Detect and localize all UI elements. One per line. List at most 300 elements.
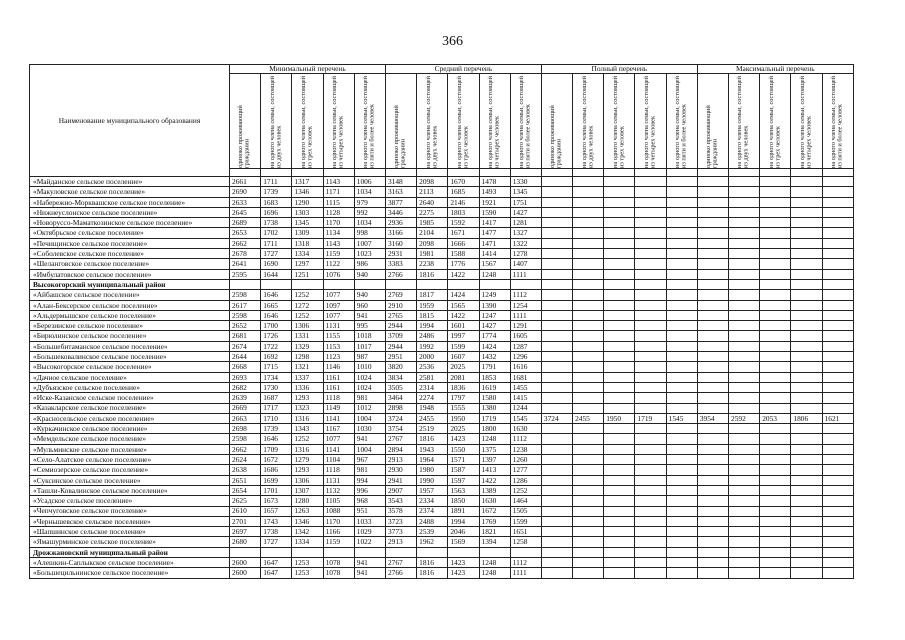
sub-column-header — [230, 74, 261, 169]
value-cell — [822, 455, 853, 465]
value-cell — [604, 455, 635, 465]
value-cell: 1303 — [292, 207, 323, 217]
value-cell: 1380 — [479, 403, 510, 413]
value-cell — [635, 465, 666, 475]
value-cell — [760, 290, 791, 300]
value-cell: 2913 — [385, 537, 416, 547]
value-cell: 1018 — [354, 331, 385, 341]
value-cell — [666, 187, 697, 197]
value-cell — [729, 372, 760, 382]
value-cell: 2600 — [230, 557, 261, 567]
value-cell: 979 — [354, 197, 385, 207]
value-cell: 1665 — [261, 300, 292, 310]
value-cell — [729, 259, 760, 269]
value-cell — [729, 290, 760, 300]
value-cell: 2146 — [448, 197, 479, 207]
table-row — [30, 362, 854, 372]
value-cell: 1159 — [323, 249, 354, 259]
value-cell: 1141 — [323, 444, 354, 454]
settlement-name: «Айбашское сельское поселение» — [30, 290, 230, 300]
value-cell: 2907 — [385, 485, 416, 495]
value-cell — [604, 496, 635, 506]
table-row — [30, 372, 854, 382]
value-cell — [635, 228, 666, 238]
value-cell — [791, 177, 822, 187]
value-cell: 1078 — [323, 557, 354, 567]
value-cell: 1252 — [510, 485, 541, 495]
value-cell: 1171 — [323, 187, 354, 197]
value-cell: 1155 — [323, 331, 354, 341]
table-row — [30, 249, 854, 259]
group-header: Средний перечень — [385, 65, 541, 74]
value-cell: 2652 — [230, 321, 261, 331]
value-cell: 1336 — [292, 382, 323, 392]
settlement-name: «Набережно-Морквашское сельское поселение» — [30, 197, 230, 207]
value-cell — [791, 506, 822, 516]
settlement-name: «Макуловское сельское поселение» — [30, 187, 230, 197]
value-cell: 1322 — [510, 238, 541, 248]
table-row — [30, 413, 854, 423]
value-cell — [822, 197, 853, 207]
value-cell — [573, 434, 604, 444]
value-cell — [573, 249, 604, 259]
value-cell: 3724 — [385, 413, 416, 423]
value-cell: 1950 — [448, 413, 479, 423]
value-cell: 1122 — [323, 259, 354, 269]
value-cell: 995 — [354, 321, 385, 331]
value-cell — [760, 249, 791, 259]
value-cell: 2113 — [417, 187, 448, 197]
value-cell: 2053 — [760, 413, 791, 423]
value-cell — [729, 331, 760, 341]
value-cell — [604, 568, 635, 578]
value-cell: 3773 — [385, 527, 416, 537]
value-cell: 1672 — [479, 506, 510, 516]
value-cell: 1247 — [479, 310, 510, 320]
value-cell — [635, 300, 666, 310]
value-cell: 1394 — [479, 537, 510, 547]
value-cell: 1709 — [261, 444, 292, 454]
sub-column-header — [354, 74, 385, 169]
value-cell — [729, 362, 760, 372]
value-cell — [697, 557, 728, 567]
value-cell: 2536 — [417, 362, 448, 372]
value-cell: 2701 — [230, 516, 261, 526]
value-cell — [573, 177, 604, 187]
value-cell: 1141 — [323, 413, 354, 423]
value-cell: 3446 — [385, 207, 416, 217]
value-cell: 1957 — [417, 485, 448, 495]
value-cell: 1816 — [417, 557, 448, 567]
value-cell: 1985 — [417, 218, 448, 228]
value-cell: 1590 — [479, 207, 510, 217]
header-spacer-cell — [479, 169, 510, 177]
value-cell: 1601 — [448, 321, 479, 331]
value-cell: 2944 — [385, 341, 416, 351]
value-cell: 1994 — [417, 321, 448, 331]
table-row — [30, 218, 854, 228]
value-cell — [541, 557, 572, 567]
header-spacer-cell — [448, 169, 479, 177]
value-cell — [635, 187, 666, 197]
value-cell — [541, 403, 572, 413]
value-cell: 1111 — [510, 568, 541, 578]
value-cell — [604, 279, 635, 289]
value-cell — [791, 187, 822, 197]
value-cell: 1111 — [510, 310, 541, 320]
sub-column-header — [666, 74, 697, 169]
settlement-name: «Суксинское сельское поселение» — [30, 475, 230, 485]
value-cell: 2600 — [230, 568, 261, 578]
value-cell: 1738 — [261, 527, 292, 537]
value-cell — [697, 465, 728, 475]
value-cell — [573, 197, 604, 207]
sub-column-header-text: на одного члена семьи, состоящей из пяти и более человек — [362, 76, 376, 168]
value-cell — [697, 279, 728, 289]
value-cell — [729, 516, 760, 526]
value-cell — [604, 506, 635, 516]
settlement-name: «Печищинское сельское поселение» — [30, 238, 230, 248]
value-cell: 3160 — [385, 238, 416, 248]
value-cell — [635, 249, 666, 259]
value-cell — [697, 382, 728, 392]
value-cell — [292, 547, 323, 557]
value-cell — [760, 300, 791, 310]
value-cell — [697, 218, 728, 228]
value-cell — [760, 362, 791, 372]
value-cell: 996 — [354, 485, 385, 495]
value-cell — [822, 207, 853, 217]
table-row — [30, 527, 854, 537]
value-cell: 1112 — [510, 434, 541, 444]
value-cell — [666, 475, 697, 485]
sub-column-header — [822, 74, 853, 169]
value-cell — [791, 310, 822, 320]
value-cell — [791, 238, 822, 248]
value-cell — [760, 496, 791, 506]
value-cell — [541, 228, 572, 238]
table-row — [30, 485, 854, 495]
value-cell: 1111 — [510, 269, 541, 279]
value-cell — [604, 352, 635, 362]
value-cell — [666, 238, 697, 248]
value-cell: 1774 — [479, 331, 510, 341]
value-cell — [729, 352, 760, 362]
value-cell — [604, 424, 635, 434]
value-cell: 3754 — [385, 424, 416, 434]
value-cell: 1132 — [323, 485, 354, 495]
value-cell: 1791 — [479, 362, 510, 372]
value-cell — [822, 382, 853, 392]
value-cell: 1238 — [510, 444, 541, 454]
value-cell: 1588 — [448, 249, 479, 259]
value-cell — [604, 444, 635, 454]
value-cell — [729, 444, 760, 454]
value-cell: 2680 — [230, 537, 261, 547]
value-cell: 1493 — [479, 187, 510, 197]
value-cell: 2645 — [230, 207, 261, 217]
value-cell — [573, 424, 604, 434]
value-cell: 1161 — [323, 372, 354, 382]
value-cell: 2104 — [417, 228, 448, 238]
value-cell — [604, 362, 635, 372]
value-cell — [697, 496, 728, 506]
value-cell — [729, 279, 760, 289]
table-row — [30, 290, 854, 300]
value-cell — [666, 228, 697, 238]
value-cell: 1734 — [261, 372, 292, 382]
settlement-name: «Село-Алатское сельское поселение» — [30, 455, 230, 465]
value-cell: 1131 — [323, 321, 354, 331]
value-cell — [822, 485, 853, 495]
table-row — [30, 382, 854, 392]
value-cell — [573, 393, 604, 403]
value-cell: 1279 — [292, 455, 323, 465]
value-cell — [635, 496, 666, 506]
value-cell: 1997 — [448, 331, 479, 341]
value-cell: 1112 — [510, 557, 541, 567]
value-cell — [541, 259, 572, 269]
value-cell — [791, 382, 822, 392]
sub-column-header-text: на одного члена семьи, состоящей из двух человек — [424, 76, 439, 168]
settlement-name: «Алан-Бексерское сельское поселение» — [30, 300, 230, 310]
header-spacer-cell — [261, 169, 292, 177]
value-cell — [666, 506, 697, 516]
value-cell — [729, 341, 760, 351]
value-cell — [822, 527, 853, 537]
value-cell — [791, 269, 822, 279]
value-cell: 2654 — [230, 485, 261, 495]
value-cell: 1427 — [479, 321, 510, 331]
value-cell: 1769 — [479, 516, 510, 526]
value-cell: 1004 — [354, 444, 385, 454]
table-row — [30, 228, 854, 238]
value-cell — [666, 516, 697, 526]
value-cell: 1307 — [292, 485, 323, 495]
value-cell — [791, 331, 822, 341]
value-cell — [791, 259, 822, 269]
value-cell: 1034 — [354, 187, 385, 197]
value-cell — [604, 259, 635, 269]
value-cell — [541, 352, 572, 362]
settlement-name: «Красносельское сельское поселение» — [30, 413, 230, 423]
value-cell: 2592 — [729, 413, 760, 423]
sub-column-header-text: на одного члена семьи, состоящей из трех человек — [767, 76, 782, 168]
value-cell — [604, 465, 635, 475]
settlement-name: «Мемдельское сельское поселение» — [30, 434, 230, 444]
value-cell — [729, 393, 760, 403]
value-cell: 1030 — [354, 424, 385, 434]
value-cell: 2455 — [417, 413, 448, 423]
value-cell — [822, 475, 853, 485]
value-cell — [635, 547, 666, 557]
value-cell: 1423 — [448, 568, 479, 578]
value-cell: 1776 — [448, 259, 479, 269]
value-cell: 2455 — [573, 413, 604, 423]
value-cell: 1161 — [323, 382, 354, 392]
value-cell: 981 — [354, 465, 385, 475]
value-cell: 1251 — [292, 269, 323, 279]
value-cell: 2641 — [230, 259, 261, 269]
value-cell: 987 — [354, 352, 385, 362]
value-cell — [822, 238, 853, 248]
value-cell — [760, 465, 791, 475]
value-cell — [666, 207, 697, 217]
value-cell — [729, 249, 760, 259]
header-spacer-cell — [323, 169, 354, 177]
value-cell: 2765 — [385, 310, 416, 320]
value-cell: 1034 — [354, 218, 385, 228]
value-cell — [541, 249, 572, 259]
sub-column-header-text: на одного члена семьи, состоящей из четырех человек — [486, 76, 501, 168]
value-cell: 2610 — [230, 506, 261, 516]
value-cell: 1248 — [479, 557, 510, 567]
value-cell — [635, 310, 666, 320]
value-cell — [729, 537, 760, 547]
value-cell: 1118 — [323, 465, 354, 475]
value-cell: 2662 — [230, 444, 261, 454]
settlement-name: «Шапшинское сельское поселение» — [30, 527, 230, 537]
value-cell — [604, 310, 635, 320]
value-cell — [760, 321, 791, 331]
sub-column-header-text: на одного члена семьи, состоящей из четырех человек — [642, 76, 657, 168]
value-cell — [323, 547, 354, 557]
value-cell: 2046 — [448, 527, 479, 537]
value-cell: 1088 — [323, 506, 354, 516]
table-row — [30, 238, 854, 248]
value-cell: 1337 — [292, 372, 323, 382]
value-cell: 1432 — [479, 352, 510, 362]
value-cell — [573, 238, 604, 248]
sub-column-header-text: на одного члена семьи, состоящей из трех человек — [299, 76, 314, 168]
value-cell — [666, 393, 697, 403]
value-cell — [791, 279, 822, 289]
value-cell — [666, 341, 697, 351]
value-cell: 1800 — [479, 424, 510, 434]
value-cell: 1563 — [448, 485, 479, 495]
value-cell — [573, 455, 604, 465]
value-cell: 1278 — [510, 249, 541, 259]
settlement-name: «Майданское сельское поселение» — [30, 177, 230, 187]
value-cell — [666, 496, 697, 506]
value-cell: 1316 — [292, 444, 323, 454]
value-cell: 2944 — [385, 321, 416, 331]
value-cell: 1599 — [510, 516, 541, 526]
value-cell — [697, 424, 728, 434]
value-cell: 1298 — [292, 352, 323, 362]
value-cell: 1010 — [354, 362, 385, 372]
value-cell — [604, 557, 635, 567]
sub-column-header-text: на одного члена семьи, состоящей из пяти и более человек — [674, 76, 688, 168]
value-cell: 1023 — [354, 249, 385, 259]
value-cell: 1891 — [448, 506, 479, 516]
value-cell: 2931 — [385, 249, 416, 259]
value-cell: 2689 — [230, 218, 261, 228]
value-cell: 1423 — [448, 557, 479, 567]
value-cell — [697, 341, 728, 351]
value-cell: 2767 — [385, 557, 416, 567]
value-cell — [666, 177, 697, 187]
value-cell — [261, 279, 292, 289]
value-cell: 1699 — [261, 475, 292, 485]
value-cell: 1293 — [292, 393, 323, 403]
value-cell — [729, 238, 760, 248]
value-cell: 1943 — [417, 444, 448, 454]
value-cell: 1105 — [323, 496, 354, 506]
value-cell: 1104 — [323, 455, 354, 465]
value-cell — [573, 300, 604, 310]
value-cell: 2951 — [385, 352, 416, 362]
value-cell — [760, 331, 791, 341]
value-cell: 1146 — [323, 362, 354, 372]
value-cell: 1683 — [261, 197, 292, 207]
value-cell: 1076 — [323, 269, 354, 279]
value-cell: 2898 — [385, 403, 416, 413]
value-cell: 1670 — [448, 177, 479, 187]
value-cell — [604, 382, 635, 392]
value-cell — [604, 269, 635, 279]
value-cell — [791, 475, 822, 485]
value-cell: 1316 — [292, 413, 323, 423]
value-cell: 1715 — [261, 362, 292, 372]
value-cell: 1004 — [354, 413, 385, 423]
value-cell — [791, 207, 822, 217]
settlement-name: «Дубъязское сельское поселение» — [30, 382, 230, 392]
value-cell — [604, 403, 635, 413]
value-cell — [666, 527, 697, 537]
value-cell: 1258 — [510, 537, 541, 547]
value-cell — [604, 238, 635, 248]
value-cell: 1345 — [510, 187, 541, 197]
value-cell: 1306 — [292, 321, 323, 331]
value-cell: 1414 — [479, 249, 510, 259]
value-cell: 1567 — [479, 259, 510, 269]
value-cell: 1701 — [261, 485, 292, 495]
value-cell: 2662 — [230, 238, 261, 248]
value-cell: 2598 — [230, 290, 261, 300]
value-cell — [573, 475, 604, 485]
value-cell: 1252 — [292, 434, 323, 444]
value-cell: 1597 — [448, 475, 479, 485]
value-cell — [760, 269, 791, 279]
value-cell: 3163 — [385, 187, 416, 197]
value-cell — [541, 465, 572, 475]
value-cell: 981 — [354, 393, 385, 403]
value-cell — [573, 352, 604, 362]
subsistence-minimum-table — [29, 64, 854, 579]
value-cell — [697, 568, 728, 578]
value-cell — [385, 279, 416, 289]
value-cell — [729, 547, 760, 557]
value-cell — [541, 197, 572, 207]
value-cell: 1128 — [323, 207, 354, 217]
value-cell: 2930 — [385, 465, 416, 475]
value-cell: 1115 — [323, 197, 354, 207]
value-cell — [822, 279, 853, 289]
table-row — [30, 424, 854, 434]
sub-column-header-text: на одного члена семьи, состоящей из двух человек — [268, 76, 283, 168]
value-cell — [417, 279, 448, 289]
value-cell: 1244 — [510, 403, 541, 413]
value-cell — [666, 568, 697, 578]
value-cell: 1159 — [323, 537, 354, 547]
sub-column-header-text: одиноко проживающий гражданин — [705, 105, 719, 168]
value-cell: 1280 — [292, 496, 323, 506]
value-cell: 1253 — [292, 557, 323, 567]
value-cell: 3834 — [385, 372, 416, 382]
value-cell: 1948 — [417, 403, 448, 413]
sub-column-header — [261, 74, 292, 169]
